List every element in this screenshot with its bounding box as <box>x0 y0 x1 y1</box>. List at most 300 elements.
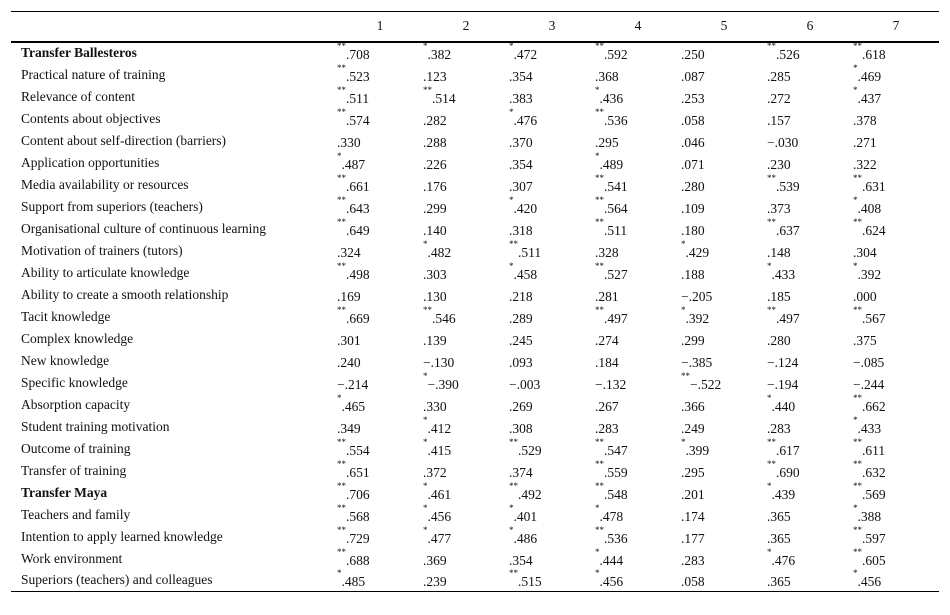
value-cell <box>595 240 681 262</box>
value-cell <box>681 64 767 86</box>
row-label: Ability to create a smooth relationship <box>21 286 229 302</box>
correlation-value: .000 <box>853 288 877 304</box>
significance-marker: ** <box>509 480 518 491</box>
value-cell <box>595 482 681 504</box>
table-row <box>11 460 939 482</box>
correlation-value: .476 <box>513 112 538 128</box>
value-cell <box>337 152 423 174</box>
significance-marker: * <box>853 414 858 425</box>
value-cell <box>853 284 939 306</box>
correlation-value: .567 <box>862 310 886 326</box>
value-cell <box>853 174 939 196</box>
significance-marker: ** <box>337 84 346 95</box>
correlation-value: .511 <box>346 90 370 106</box>
correlation-value: .559 <box>604 464 628 480</box>
correlation-value: .283 <box>595 420 619 436</box>
value-cell <box>853 240 939 262</box>
significance-marker: * <box>423 480 428 491</box>
correlation-value: .437 <box>857 90 882 106</box>
correlation-value: .511 <box>604 222 628 238</box>
table-row <box>11 174 939 196</box>
correlation-value: .597 <box>862 530 886 546</box>
correlation-value: .461 <box>427 486 452 502</box>
value-cell <box>509 504 595 526</box>
correlation-value: .554 <box>346 442 370 458</box>
value-cell <box>509 42 595 64</box>
significance-marker: * <box>595 502 600 513</box>
correlation-value: .328 <box>595 244 619 260</box>
value-cell <box>681 262 767 284</box>
value-cell <box>681 416 767 438</box>
correlation-value: .574 <box>346 112 370 128</box>
significance-marker: * <box>595 568 600 579</box>
significance-marker: ** <box>595 106 604 117</box>
correlation-value: .303 <box>423 266 447 282</box>
value-cell <box>767 130 853 152</box>
correlation-value: .433 <box>857 420 882 436</box>
correlation-value: .456 <box>599 574 624 590</box>
value-cell <box>423 86 509 108</box>
value-cell <box>681 372 767 394</box>
value-cell <box>853 350 939 372</box>
value-cell <box>595 504 681 526</box>
correlation-value: .365 <box>767 508 791 524</box>
correlation-value: .661 <box>346 178 370 194</box>
value-cell <box>853 460 939 482</box>
value-cell <box>853 86 939 108</box>
correlation-value: .274 <box>595 332 619 348</box>
correlation-value: .487 <box>341 156 366 172</box>
value-cell <box>509 218 595 240</box>
correlation-value: −.205 <box>681 288 713 304</box>
table-row <box>11 262 939 284</box>
significance-marker: ** <box>595 216 604 227</box>
significance-marker: ** <box>423 84 432 95</box>
value-cell <box>509 394 595 416</box>
value-cell <box>767 328 853 350</box>
value-cell <box>767 196 853 218</box>
correlation-value: .523 <box>346 68 370 84</box>
value-cell <box>423 218 509 240</box>
correlation-value: .624 <box>862 222 886 238</box>
value-cell <box>337 240 423 262</box>
correlation-value: .539 <box>776 178 800 194</box>
value-cell <box>595 416 681 438</box>
value-cell <box>853 570 939 592</box>
correlation-value: .388 <box>857 508 882 524</box>
correlation-value: .046 <box>681 134 705 150</box>
significance-marker: * <box>853 502 858 513</box>
value-cell <box>337 372 423 394</box>
significance-marker: ** <box>595 458 604 469</box>
correlation-value: .285 <box>767 68 791 84</box>
significance-marker: * <box>423 436 428 447</box>
value-cell <box>767 460 853 482</box>
correlation-value: .439 <box>771 486 796 502</box>
significance-marker: ** <box>767 172 776 183</box>
correlation-value: .368 <box>595 68 619 84</box>
significance-marker: ** <box>853 392 862 403</box>
value-cell <box>595 460 681 482</box>
correlation-value: .568 <box>346 508 370 524</box>
correlation-value: .282 <box>423 112 447 128</box>
significance-marker: ** <box>337 458 346 469</box>
table-body <box>11 42 939 592</box>
value-cell <box>423 64 509 86</box>
value-cell <box>681 130 767 152</box>
value-cell <box>595 570 681 592</box>
significance-marker: ** <box>767 458 776 469</box>
correlation-value: .569 <box>862 486 886 502</box>
significance-marker: ** <box>853 480 862 491</box>
correlation-value: .148 <box>767 244 791 260</box>
correlation-value: .631 <box>862 178 886 194</box>
row-label: Intention to apply learned knowledge <box>21 528 223 544</box>
correlation-value: .318 <box>509 222 533 238</box>
correlation-value: .283 <box>767 420 791 436</box>
correlation-value: .370 <box>509 134 533 150</box>
correlation-value: .456 <box>857 574 882 590</box>
significance-marker: * <box>337 150 342 161</box>
value-cell <box>853 218 939 240</box>
correlation-value: .201 <box>681 486 705 502</box>
significance-marker: * <box>509 194 514 205</box>
value-cell <box>595 262 681 284</box>
correlation-value: .058 <box>681 574 705 590</box>
correlation-value: .485 <box>341 574 366 590</box>
value-cell <box>423 570 509 592</box>
value-cell <box>767 86 853 108</box>
significance-marker: ** <box>595 260 604 271</box>
correlation-value: .308 <box>509 420 533 436</box>
correlation-value: .366 <box>681 398 705 414</box>
significance-marker: ** <box>853 524 862 535</box>
correlation-value: −.132 <box>595 376 627 392</box>
correlation-value: .226 <box>423 156 447 172</box>
correlation-value: .469 <box>857 68 882 84</box>
value-cell <box>595 438 681 460</box>
value-cell <box>423 328 509 350</box>
correlation-value: .392 <box>857 266 882 282</box>
value-cell <box>337 174 423 196</box>
correlation-value: .706 <box>346 486 370 502</box>
value-cell <box>423 174 509 196</box>
value-cell <box>767 526 853 548</box>
value-cell <box>509 416 595 438</box>
value-cell <box>509 548 595 570</box>
correlation-value: −.522 <box>690 376 722 392</box>
correlation-value: .511 <box>518 244 542 260</box>
significance-marker: * <box>595 546 600 557</box>
significance-marker: ** <box>767 216 776 227</box>
correlation-value: .643 <box>346 200 370 216</box>
correlation-value: .289 <box>509 310 533 326</box>
value-cell <box>681 526 767 548</box>
correlation-value: .651 <box>346 464 370 480</box>
value-cell <box>767 174 853 196</box>
value-cell <box>337 416 423 438</box>
correlation-value: .433 <box>771 266 796 282</box>
correlation-value: .281 <box>595 288 619 304</box>
row-label: Application opportunities <box>21 154 160 170</box>
correlation-value: .369 <box>423 552 447 568</box>
significance-marker: ** <box>681 370 690 381</box>
correlation-value: .444 <box>599 552 624 568</box>
value-cell <box>767 482 853 504</box>
significance-marker: ** <box>853 458 862 469</box>
correlation-value: .690 <box>776 464 800 480</box>
correlation-value: −.194 <box>767 376 799 392</box>
correlation-value: .180 <box>681 222 705 238</box>
correlation-value: .408 <box>857 200 882 216</box>
value-cell <box>853 196 939 218</box>
header-row <box>11 12 939 42</box>
value-cell <box>681 482 767 504</box>
correlation-value: .373 <box>767 200 791 216</box>
value-cell <box>337 42 423 64</box>
value-cell <box>681 240 767 262</box>
value-cell <box>767 504 853 526</box>
row-label: Superiors (teachers) and colleagues <box>21 572 213 588</box>
value-cell <box>509 86 595 108</box>
value-cell <box>423 350 509 372</box>
correlation-value: −.030 <box>767 134 799 150</box>
correlation-value: .087 <box>681 68 705 84</box>
value-cell <box>423 284 509 306</box>
correlation-value: .093 <box>509 354 533 370</box>
correlation-value: .548 <box>604 486 628 502</box>
correlation-value: .239 <box>423 574 447 590</box>
value-cell <box>681 350 767 372</box>
row-label: Complex knowledge <box>21 330 134 346</box>
significance-marker: * <box>681 304 686 315</box>
correlation-value: .249 <box>681 420 705 436</box>
value-cell <box>681 42 767 64</box>
value-cell <box>767 108 853 130</box>
correlation-value: .123 <box>423 68 447 84</box>
column-header: 5 <box>720 18 728 34</box>
table-row <box>11 284 939 306</box>
value-cell <box>509 64 595 86</box>
value-cell <box>423 108 509 130</box>
correlation-value: .420 <box>513 200 538 216</box>
significance-marker: ** <box>337 502 346 513</box>
significance-marker: * <box>853 568 858 579</box>
row-label: Work environment <box>21 550 123 566</box>
table-row <box>11 526 939 548</box>
value-cell <box>767 152 853 174</box>
value-cell <box>681 174 767 196</box>
table-row <box>11 482 939 504</box>
correlation-value: .618 <box>862 47 886 62</box>
significance-marker: ** <box>595 436 604 447</box>
row-label: Practical nature of training <box>21 66 166 82</box>
correlation-value: .514 <box>432 90 456 106</box>
significance-marker: ** <box>853 172 862 183</box>
correlation-value: .295 <box>681 464 705 480</box>
value-cell <box>337 504 423 526</box>
table-row <box>11 350 939 372</box>
correlation-value: .688 <box>346 552 370 568</box>
table-row <box>11 240 939 262</box>
row-label: Relevance of content <box>21 88 135 104</box>
significance-marker: ** <box>853 304 862 315</box>
correlation-value: .632 <box>862 464 886 480</box>
value-cell <box>853 64 939 86</box>
correlation-value: .301 <box>337 332 361 348</box>
correlation-value: .662 <box>862 398 886 414</box>
correlation-value: .497 <box>776 310 800 326</box>
correlation-value: .304 <box>853 244 877 260</box>
correlation-value: .547 <box>604 442 628 458</box>
row-label: Motivation of trainers (tutors) <box>21 242 183 258</box>
table-row <box>11 86 939 108</box>
correlation-value: .429 <box>685 244 710 260</box>
significance-marker: * <box>595 84 600 95</box>
value-cell <box>853 372 939 394</box>
significance-marker: ** <box>595 304 604 315</box>
section-heading: Transfer Ballesteros <box>21 45 137 60</box>
value-cell <box>509 526 595 548</box>
value-cell <box>337 328 423 350</box>
value-cell <box>681 218 767 240</box>
significance-marker: ** <box>595 172 604 183</box>
value-cell <box>767 284 853 306</box>
correlation-value: .324 <box>337 244 361 260</box>
correlation-value: .477 <box>427 530 452 546</box>
table-row <box>11 394 939 416</box>
significance-marker: ** <box>337 194 346 205</box>
correlation-value: .365 <box>767 530 791 546</box>
correlation-value: .611 <box>862 442 886 458</box>
value-cell <box>423 394 509 416</box>
column-header: 3 <box>548 18 556 34</box>
significance-marker: ** <box>337 480 346 491</box>
value-cell <box>509 262 595 284</box>
value-cell <box>337 306 423 328</box>
significance-marker: ** <box>337 304 346 315</box>
value-cell <box>337 196 423 218</box>
table-row <box>11 416 939 438</box>
correlation-value: .250 <box>681 47 705 62</box>
correlation-value: .185 <box>767 288 791 304</box>
value-cell <box>509 438 595 460</box>
correlation-value: .267 <box>595 398 619 414</box>
value-cell <box>681 460 767 482</box>
significance-marker: ** <box>509 568 518 579</box>
correlation-value: .307 <box>509 178 533 194</box>
significance-marker: ** <box>423 304 432 315</box>
correlation-value: .169 <box>337 288 361 304</box>
correlation-value: .177 <box>681 530 705 546</box>
significance-marker: ** <box>337 172 346 183</box>
correlation-value: .592 <box>604 47 628 62</box>
value-cell <box>853 548 939 570</box>
row-label: Student training motivation <box>21 418 170 434</box>
correlation-value: −.385 <box>681 354 713 370</box>
value-cell <box>337 482 423 504</box>
value-cell <box>595 64 681 86</box>
correlation-value: .140 <box>423 222 447 238</box>
correlation-table <box>11 11 939 592</box>
value-cell <box>595 218 681 240</box>
column-header: 1 <box>376 18 384 34</box>
correlation-value: .157 <box>767 112 791 128</box>
column-header: 4 <box>634 18 642 34</box>
value-cell <box>681 108 767 130</box>
section-heading: Transfer Maya <box>21 484 108 500</box>
value-cell <box>853 42 939 64</box>
correlation-value: .299 <box>423 200 447 216</box>
significance-marker: ** <box>595 480 604 491</box>
value-cell <box>337 130 423 152</box>
value-cell <box>337 64 423 86</box>
value-cell <box>423 372 509 394</box>
header-empty-cell <box>11 12 337 42</box>
value-cell <box>423 504 509 526</box>
significance-marker: * <box>509 41 514 51</box>
value-cell <box>595 372 681 394</box>
value-cell <box>423 130 509 152</box>
value-cell <box>423 262 509 284</box>
value-cell <box>423 306 509 328</box>
value-cell <box>509 460 595 482</box>
value-cell <box>509 240 595 262</box>
correlation-value: .617 <box>776 442 800 458</box>
significance-marker: * <box>423 524 428 535</box>
value-cell <box>509 306 595 328</box>
value-cell <box>337 108 423 130</box>
value-cell <box>423 526 509 548</box>
correlation-value: .139 <box>423 332 447 348</box>
significance-marker: ** <box>337 546 346 557</box>
value-cell <box>767 42 853 64</box>
correlation-value: .472 <box>513 47 538 62</box>
correlation-value: .669 <box>346 310 370 326</box>
correlation-value: .440 <box>771 398 796 414</box>
table-row <box>11 130 939 152</box>
significance-marker: ** <box>853 41 862 51</box>
correlation-value: .605 <box>862 552 886 568</box>
significance-marker: * <box>767 546 772 557</box>
correlation-value: .218 <box>509 288 533 304</box>
significance-marker: ** <box>337 41 346 51</box>
correlation-value: −.085 <box>853 354 885 370</box>
significance-marker: ** <box>337 106 346 117</box>
significance-marker: * <box>509 260 514 271</box>
table-row <box>11 218 939 240</box>
value-cell <box>767 64 853 86</box>
value-cell <box>853 482 939 504</box>
value-cell <box>681 196 767 218</box>
table-row <box>11 548 939 570</box>
correlation-value: .541 <box>604 178 628 194</box>
value-cell <box>509 372 595 394</box>
value-cell <box>853 152 939 174</box>
value-cell <box>853 416 939 438</box>
correlation-value: .271 <box>853 134 877 150</box>
row-label: Organisational culture of continuous learning <box>21 220 266 236</box>
value-cell <box>767 570 853 592</box>
value-cell <box>423 438 509 460</box>
significance-marker: ** <box>595 524 604 535</box>
value-cell <box>423 196 509 218</box>
value-cell <box>595 152 681 174</box>
significance-marker: * <box>681 436 686 447</box>
correlation-value: .498 <box>346 266 370 282</box>
value-cell <box>767 416 853 438</box>
correlation-value: .515 <box>518 574 542 590</box>
